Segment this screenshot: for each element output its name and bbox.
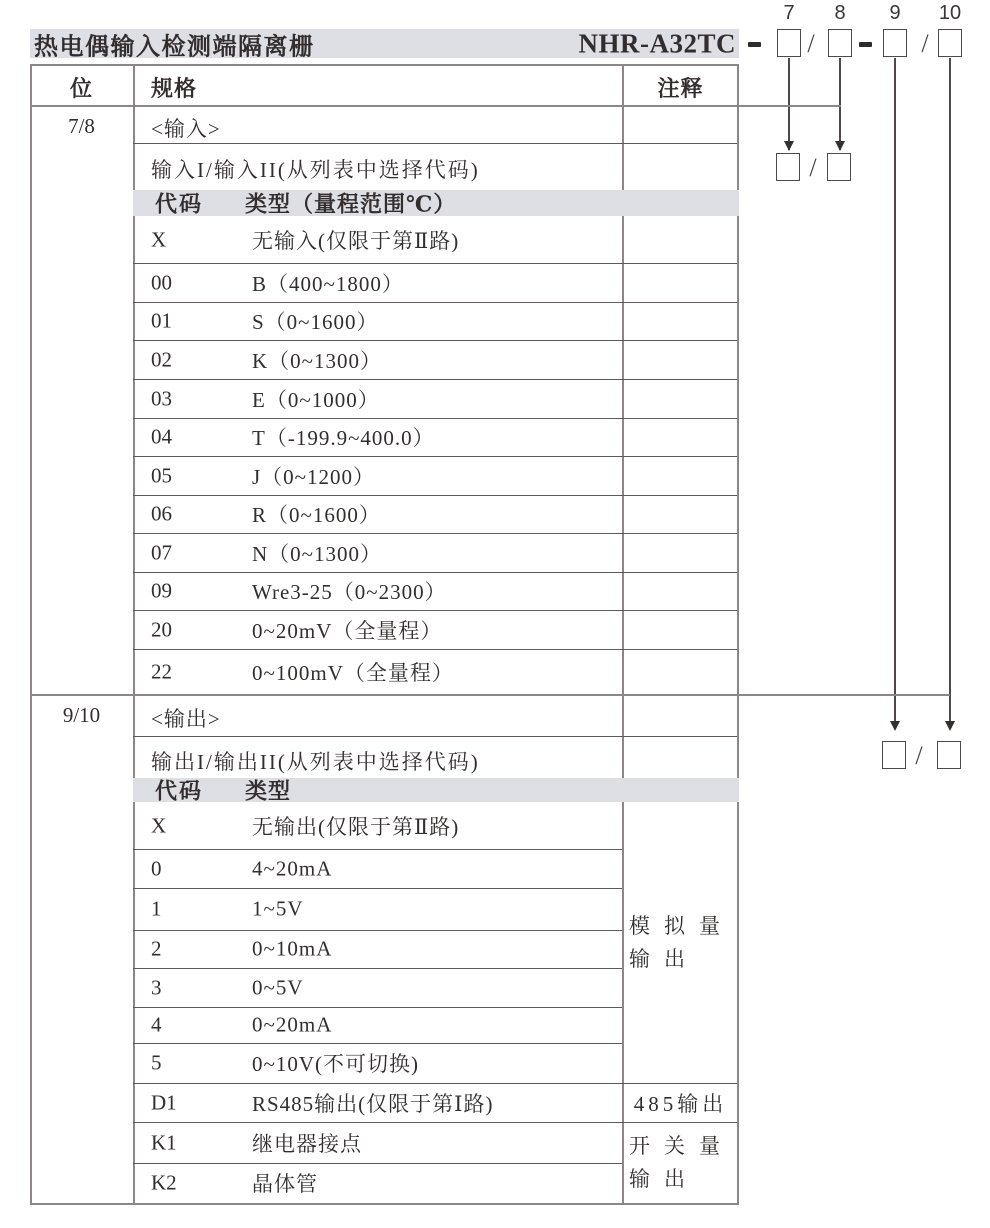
table-row: [133, 340, 622, 379]
position-cell: 9/10: [62, 703, 101, 727]
table-row: [133, 456, 622, 495]
type-cell: 1~5V: [252, 896, 304, 921]
output-code-box-2: [937, 741, 961, 769]
grid-line: [30, 64, 739, 66]
type-cell: 0~20mV（全量程）: [252, 618, 443, 643]
code-cell: 01: [151, 308, 172, 333]
table-row: [133, 930, 622, 968]
output-code-box-1: [882, 741, 906, 769]
table-row: [133, 379, 622, 418]
code-cell: 20: [151, 617, 172, 641]
type-cell: N（0~1300）: [252, 541, 383, 566]
dash-separator: [748, 42, 761, 47]
grid-line: [30, 64, 32, 1205]
type-cell: 晶体管: [252, 1172, 318, 1196]
grid-line: [30, 694, 950, 696]
type-cell: 4~20mA: [252, 856, 333, 880]
band-type-header: 类型: [245, 778, 292, 804]
digit-label-8: 8: [834, 2, 846, 24]
table-row: [133, 968, 622, 1007]
table-row: [133, 533, 622, 572]
input-code-box-1: [776, 153, 800, 181]
code-cell: 04: [151, 424, 172, 449]
type-cell: 无输出(仅限于第Ⅱ路): [252, 814, 460, 839]
code-cell: 3: [151, 975, 162, 999]
type-cell: T（-199.9~400.0）: [252, 426, 435, 450]
type-cell: E（0~1000）: [252, 387, 380, 412]
code-cell: X: [151, 227, 167, 251]
note-rs485-output: 485输出: [633, 1091, 728, 1116]
table-row: [133, 1083, 622, 1122]
grid-line: [30, 105, 841, 107]
code-cell: K2: [151, 1170, 177, 1195]
table-row: [133, 572, 622, 610]
dash-separator: [859, 42, 872, 47]
table-row: [133, 1043, 622, 1083]
type-cell: S（0~1600）: [252, 310, 379, 334]
connector-line: [839, 58, 841, 150]
type-cell: Wre3-25（0~2300）: [252, 580, 447, 604]
grid-line: [133, 143, 737, 144]
code-cell: 07: [151, 540, 172, 564]
digit-label-7: 7: [783, 2, 795, 24]
code-cell: 1: [151, 896, 162, 921]
table-row: [133, 302, 622, 340]
connector-line: [788, 58, 790, 150]
arrow-down-icon: [784, 141, 794, 151]
table-row: [133, 610, 622, 649]
table-row: [133, 1122, 622, 1163]
table-row: [133, 495, 622, 533]
connector-line: [949, 58, 951, 721]
model-number: NHR-A32TC: [578, 28, 736, 58]
type-cell: RS485输出(仅限于第Ⅰ路): [252, 1091, 494, 1116]
code-cell: 06: [151, 501, 172, 526]
input-code-box-2: [827, 153, 851, 181]
connector-line: [894, 58, 896, 721]
type-cell: R（0~1600）: [252, 503, 381, 527]
type-cell: 继电器接点: [252, 1131, 362, 1156]
table-row: [133, 888, 622, 930]
type-cell: 无输入(仅限于第Ⅱ路): [252, 228, 460, 253]
band-code-header: 代码: [155, 191, 204, 217]
title-bar: [30, 29, 739, 58]
slash-separator: /: [809, 153, 817, 182]
code-box-7: [777, 29, 801, 57]
code-cell: 22: [151, 659, 172, 683]
table-row: [133, 216, 622, 263]
code-cell: 05: [151, 463, 172, 487]
code-cell: 2: [151, 936, 162, 961]
band-type-header: 类型（量程范围℃）: [245, 191, 457, 217]
column-header-spec: 规格: [151, 76, 198, 101]
grid-line: [30, 1203, 739, 1205]
note-switch-output: 开关量 输出: [629, 1133, 734, 1191]
table-row: [133, 1007, 622, 1043]
arrow-down-icon: [945, 721, 955, 731]
group-label: <输入>: [151, 117, 221, 141]
code-box-10: [938, 29, 962, 57]
code-cell: K1: [151, 1130, 177, 1154]
table-row: [133, 263, 622, 302]
type-cell: 0~100mV（全量程）: [252, 660, 454, 685]
code-type-band: [133, 190, 739, 216]
table-row: [133, 802, 622, 849]
column-header-position: 位: [69, 76, 93, 101]
code-cell: 4: [151, 1012, 162, 1037]
type-cell: 0~20mA: [252, 1012, 333, 1037]
code-cell: 0: [151, 856, 162, 880]
table-row: [133, 649, 622, 694]
digit-label-9: 9: [889, 2, 901, 24]
position-cell: 7/8: [68, 114, 95, 138]
code-box-8: [828, 29, 852, 57]
code-cell: X: [151, 813, 167, 837]
note-analog-output: 模拟量 输出: [629, 913, 734, 971]
code-cell: 03: [151, 386, 172, 410]
type-cell: J（0~1200）: [252, 464, 376, 489]
type-cell: B（400~1800）: [252, 271, 404, 296]
type-cell: K（0~1300）: [252, 348, 383, 373]
table-row: [133, 849, 622, 888]
code-type-band: [133, 778, 739, 802]
slash-separator: /: [915, 741, 923, 770]
grid-line: [133, 736, 737, 737]
code-cell: D1: [151, 1090, 177, 1114]
type-cell: 0~10V(不可切换): [252, 1052, 420, 1076]
arrow-down-icon: [890, 721, 900, 731]
code-box-9: [883, 29, 907, 57]
table-row: [133, 1163, 622, 1203]
select-hint: 输出I/输出II(从列表中选择代码): [151, 750, 480, 774]
code-cell: 02: [151, 347, 172, 371]
digit-label-10: 10: [938, 2, 962, 24]
table-row: [133, 418, 622, 456]
group-label: <输出>: [151, 707, 221, 731]
slash-separator: /: [807, 29, 815, 58]
code-cell: 5: [151, 1050, 162, 1075]
arrow-down-icon: [835, 141, 845, 151]
code-cell: 00: [151, 270, 172, 294]
band-code-header: 代码: [155, 778, 204, 804]
type-cell: 0~10mA: [252, 936, 333, 961]
code-cell: 09: [151, 578, 172, 603]
page-title: 热电偶输入检测端隔离栅: [34, 34, 315, 60]
select-hint: 输入I/输入II(从列表中选择代码): [151, 158, 480, 182]
type-cell: 0~5V: [252, 975, 304, 999]
slash-separator: /: [921, 29, 929, 58]
column-header-note: 注释: [657, 76, 704, 101]
